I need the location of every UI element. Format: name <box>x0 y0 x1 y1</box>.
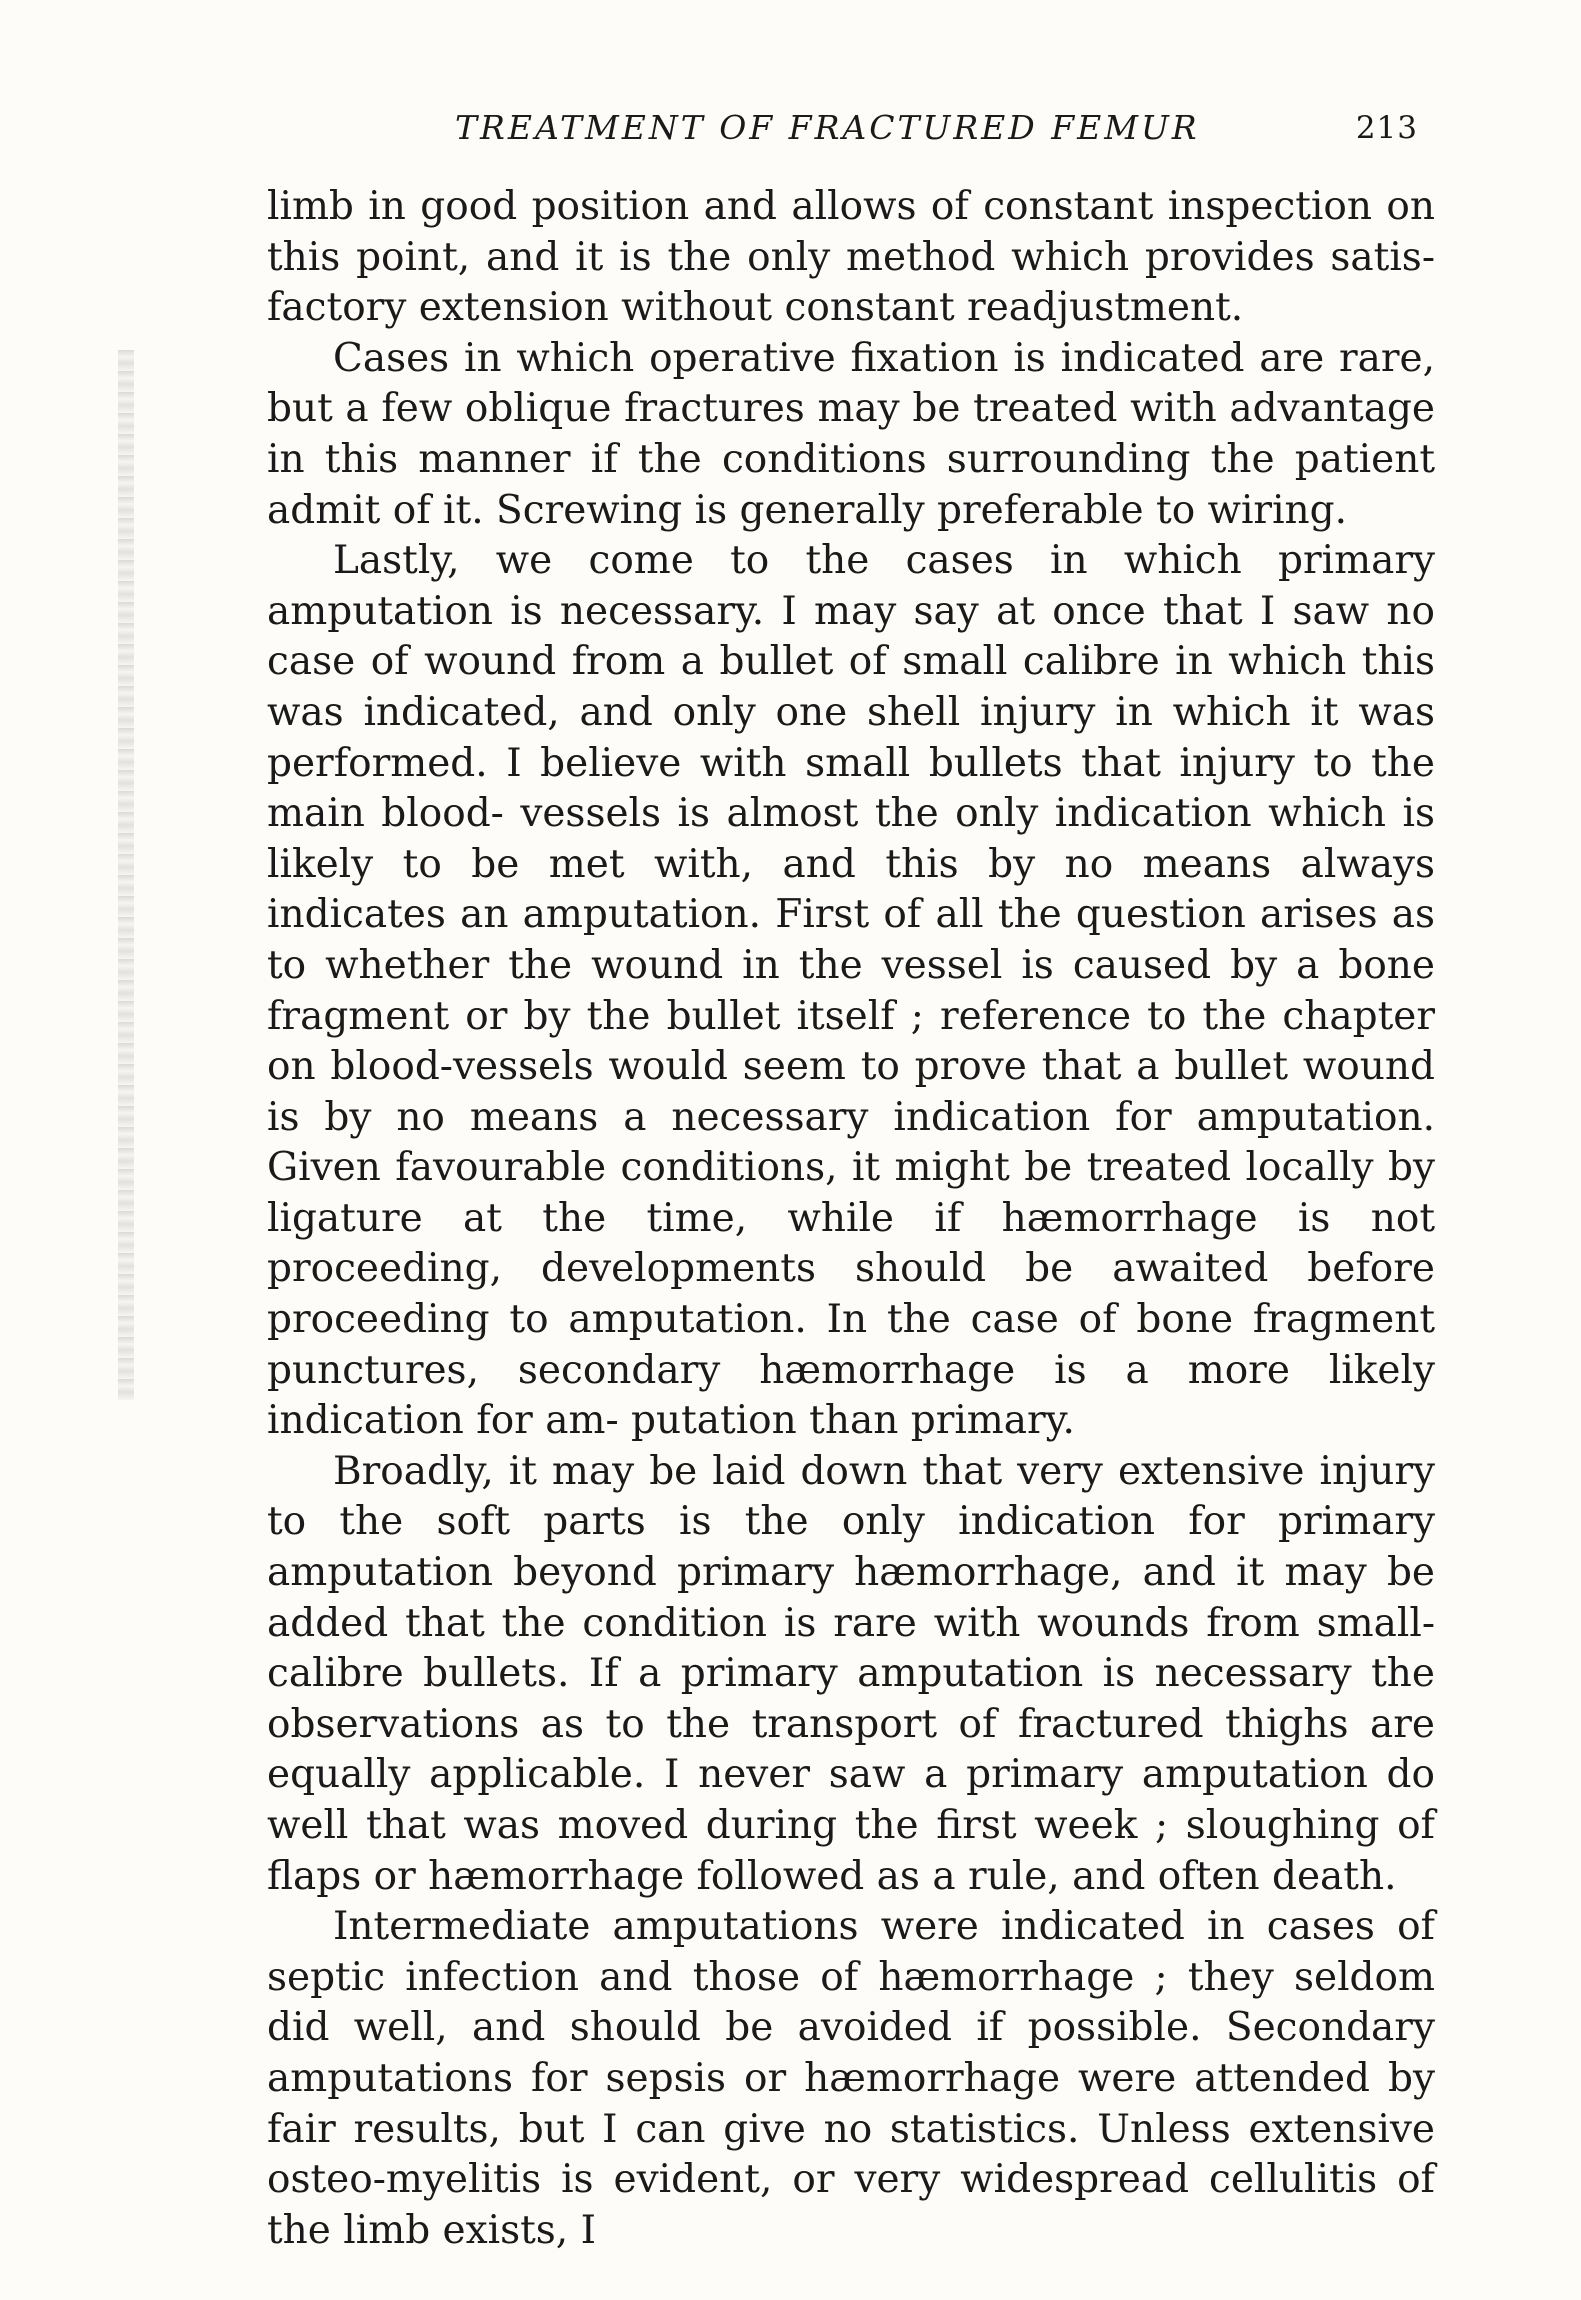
paragraph-continued: limb in good position and allows of constant inspection on this point, and it is the only method which provides satis- factory extension without constant readjustment. <box>267 184 1435 331</box>
paragraph-intermediate-amputations: Intermediate amputations were indicated in cases of septic infection and those of hæmorrhage ; they seldom did well, and should be avoided if possible. Secondary amputations for sepsis or hæmorrhage were attended by fair results, but I can give no statistics. Unless extensive osteo-myelitis is evident, or very widespread cellulitis of the limb exists, I <box>267 1904 1435 2253</box>
paragraph-primary-amputation: Lastly, we come to the cases in which primary amputation is necessary. I may say at once that I saw no case of wound from a bullet of small calibre in which this was indicated, and only one shell injury in which it was performed. I believe with small bullets that injury to the main blood- vessels is almost the only indication which is likely to be met with, and this by no means always indicates an amputation. First of all the question arises as to whether the wound in the vessel is caused by a bone fragment or by the bullet itself ; reference to the chapter on blood-vessels would seem to prove that a bullet wound is by no means a necessary indication for amputation. Given favourable conditions, it might be treated locally by ligature at the time, while if hæmorrhage is not proceeding, developments should be awaited before proceeding to amputation. In the case of bone fragment punctures, secondary hæmorrhage is a more likely indication for am- putation than primary. <box>267 538 1435 1444</box>
running-title: TREATMENT OF FRACTURED FEMUR <box>455 108 1200 147</box>
page-header <box>275 102 1430 154</box>
page-number: 213 <box>1355 110 1418 146</box>
paragraph-extensive-injury: Broadly, it may be laid down that very extensive injury to the soft parts is the only indication for primary amputation beyond primary hæmorrhage, and it may be added that the condition is rare with wounds from small-calibre bullets. If a primary amputation is necessary the observations as to the transport of fractured thighs are equally applicable. I never saw a primary amputation do well that was moved during the first week ; sloughing of flaps or hæmorrhage followed as a rule, and often death. <box>267 1448 1435 1899</box>
paragraph-operative-fixation: Cases in which operative fixation is indicated are rare, but a few oblique fractures may be treated with advantage in this manner if the conditions surrounding the patient admit of it. Screwing is generally preferable to wiring. <box>267 335 1435 533</box>
main-text <box>267 182 1435 2277</box>
binding-gutter-shadow <box>118 350 134 1400</box>
